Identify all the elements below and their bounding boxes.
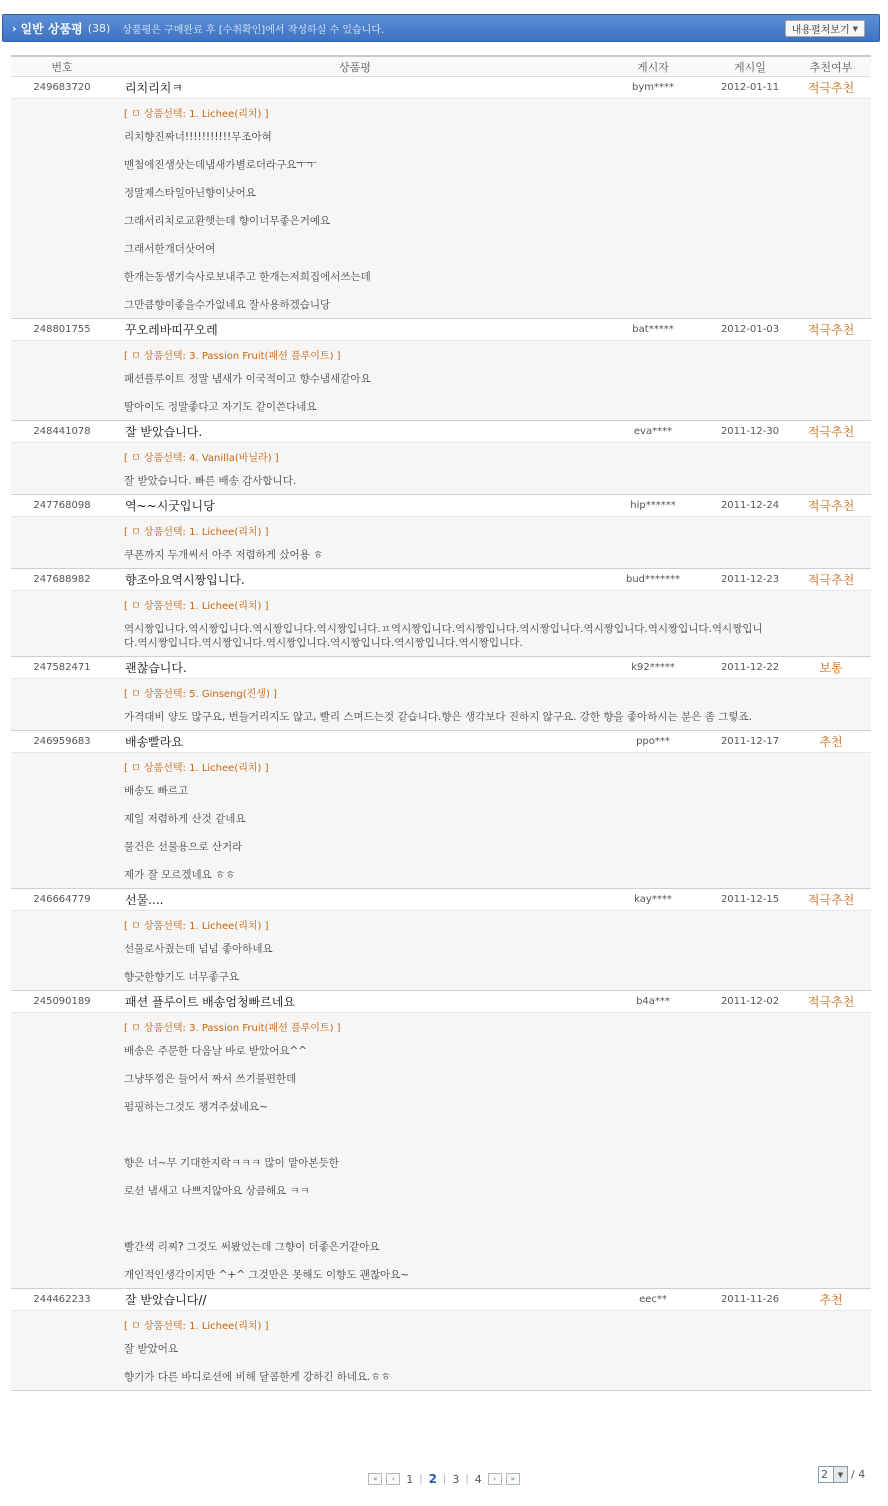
review-entry [11,495,871,569]
review-section-title: 일반 상품평 [20,21,83,36]
product-option-label: [ ㅁ 상품선택: 4. Vanilla(바닐라) ] [124,453,279,464]
review-body [124,1342,871,1384]
page-link-1[interactable]: 1 [406,1472,414,1486]
table-row[interactable] [11,731,871,753]
review-body [124,784,871,882]
expand-content-button[interactable] [785,20,865,37]
page-separator: | [442,1473,447,1485]
review-date: 2012-01-03 [720,324,780,335]
table-row[interactable] [11,77,871,99]
column-header-recommend: 추천여부 [809,60,853,74]
dropdown-arrow-icon[interactable]: ▼ [833,1467,847,1482]
review-writer: hip****** [630,500,676,511]
review-recommendation: 보통 [819,661,843,675]
review-detail [11,911,871,990]
review-writer: ppo*** [636,736,670,747]
table-row[interactable] [11,657,871,679]
review-date: 2011-12-15 [720,894,780,905]
review-entry [11,889,871,991]
review-body-line: 선물로사줬는데 넘넘 좋아하네요 [124,943,273,955]
review-number: 246664779 [33,894,91,905]
review-title[interactable]: 향조아요역시짱입니다. [125,573,245,587]
page-link-2-current[interactable]: 2 [428,1472,437,1486]
product-option-label: [ ㅁ 상품선택: 3. Passion Fruit(패션 플루이트) ] [124,1023,341,1034]
product-option-label: [ ㅁ 상품선택: 3. Passion Fruit(패션 플루이트) ] [124,351,341,362]
review-body-line: 배송은 주문한 다음날 바로 받았어요^^ [124,1045,308,1057]
review-detail [11,1311,871,1390]
review-title[interactable]: 선물.... [125,893,164,907]
column-header-num: 번호 [51,60,73,74]
table-row[interactable] [11,991,871,1013]
review-title[interactable]: 역~~시굿입니당 [125,499,215,513]
pagination [0,1471,888,1487]
page-link-3[interactable]: 3 [452,1472,460,1486]
review-entry [11,731,871,889]
review-date: 2011-12-22 [720,662,780,673]
review-title[interactable]: 패션 플루이트 배송엄청빠르네요 [125,995,295,1009]
review-title[interactable]: 꾸오레바띠꾸오레 [125,323,218,337]
review-date: 2012-01-11 [720,82,780,93]
review-recommendation: 적극추천 [807,425,855,439]
review-recommendation: 적극추천 [807,323,855,337]
review-number: 247688982 [33,574,91,585]
review-count: (38) [87,21,111,35]
product-option-label: [ ㅁ 상품선택: 1. Lichee(리치) ] [124,921,269,932]
review-title[interactable]: 잘 받았습니다// [125,1293,207,1307]
review-body-line: 잘 받았어요 [124,1343,179,1355]
review-recommendation: 추천 [819,735,843,749]
review-writer: bat***** [632,324,674,335]
review-body-line: 물건은 선물용으로 산거라 [124,841,243,853]
review-number: 247582471 [33,662,91,673]
review-body-line: 그래서한개더삿어여 [124,243,216,255]
product-option-label: [ ㅁ 상품선택: 1. Lichee(리치) ] [124,109,269,120]
review-body-line: 빨간색 리찌? 그것도 써봤었는데 그향이 더좋은거같아요 [124,1241,380,1253]
review-entry [11,569,871,657]
review-entry [11,991,871,1289]
chevron-down-icon: ▼ [852,24,858,33]
review-body-line: 제일 저렴하게 산것 같네요 [124,813,246,825]
review-detail [11,517,871,568]
review-detail [11,591,871,656]
review-recommendation: 추천 [819,1293,843,1307]
review-body-line: 맨첨에진생삿는데냄새가별로더라구요ㅜㅜ [124,159,317,171]
review-body-line: 로션 냄새고 나쁘지않아요 상큼해요 ㅋㅋ [124,1185,310,1197]
review-body-line: 딸아이도 정말좋다고 자기도 같이쓴다네요 [124,401,317,413]
review-detail [11,99,871,318]
review-number: 244462233 [33,1294,91,1305]
page-select-group [818,1466,865,1483]
review-detail [11,443,871,494]
review-recommendation: 적극추천 [807,893,855,907]
review-body-line: 역시짱입니다.역시짱입니다.역시짱입니다.역시짱입니다.ㅍ역시짱입니다.역시짱입니다.역시짱입니다.역시짱입니다.역시짱입니다.역시짱입니 [124,623,763,635]
review-writer: eva**** [633,426,673,437]
review-body-line: 개인적인생각이지만 ^+^ 그것만은 못해도 이향도 괜찮아요~ [124,1269,410,1281]
page-select-value: 2 [821,1468,828,1481]
review-entry [11,657,871,731]
page-separator: | [465,1473,469,1485]
product-option-label: [ ㅁ 상품선택: 1. Lichee(리치) ] [124,763,269,774]
table-row[interactable] [11,569,871,591]
product-option-label: [ ㅁ 상품선택: 5. Ginseng(진생) ] [124,689,277,700]
review-detail [11,341,871,420]
review-notice: 상품평은 구매완료 후 [수취확인]에서 작성하실 수 있습니다. [122,24,385,36]
first-page-button[interactable]: « [368,1473,382,1485]
review-number: 248441078 [33,426,91,437]
page-separator: | [419,1473,423,1485]
table-row[interactable] [11,889,871,911]
review-number: 249683720 [33,82,91,93]
review-body-line: 다.역시짱입니다.역시짱입니다.역시짱입니다.역시짱입니다.역시짱입니다.역시짱입니다. [124,637,523,649]
review-writer: b4a*** [636,996,670,1007]
review-body-line: 정말제스타일아닌향이낫어요 [124,187,256,199]
header-arrow-icon: › [12,21,17,35]
page-select[interactable] [818,1466,848,1483]
review-recommendation: 적극추천 [807,81,855,95]
review-date: 2011-11-26 [720,1294,780,1305]
table-header [11,55,871,77]
review-body-line: 리치향진짜너!!!!!!!!!!!무조아혀 [124,131,272,143]
column-header-title: 상품평 [339,60,371,74]
review-body-line: 한개는동생기숙사로보내주고 한개는저희집에서쓰는데 [124,271,371,283]
review-date: 2011-12-02 [720,996,780,1007]
review-writer: eec** [639,1294,667,1305]
product-option-label: [ ㅁ 상품선택: 1. Lichee(리치) ] [124,601,269,612]
prev-page-button[interactable]: ‹ [386,1473,400,1485]
review-body-line: 향긋한향기도 너무좋구요 [124,971,239,983]
review-date: 2011-12-23 [720,574,780,585]
expand-content-label: 내용펼쳐보기 [791,25,850,36]
review-body-line: 향기가 다른 바디로션에 비해 달콤한게 강하긴 하네요.ㅎㅎ [124,1371,391,1383]
table-row[interactable] [11,495,871,517]
review-body-line: 쿠폰까지 두개써서 아주 저렴하게 샀어용 ㅎ [124,549,324,561]
review-detail [11,753,871,888]
review-writer: k92***** [631,662,675,673]
review-entry [11,1289,871,1391]
review-body [124,474,871,488]
review-title[interactable]: 잘 받았습니다. [125,425,203,439]
review-recommendation: 적극추천 [807,499,855,513]
review-body-line: 가격대비 양도 많구요, 번들거리지도 않고, 빨리 스며드는것 같습니다.향은 생각보다 진하지 않구요. 강한 향을 좋아하시는 분은 좀 그렇죠. [124,711,752,723]
review-number: 246959683 [33,736,91,747]
review-body-line: 그만큼향이좋을수가없네요 잘사용하겠습니당 [124,299,331,311]
review-number: 247768098 [33,500,91,511]
review-date: 2011-12-17 [720,736,780,747]
table-row[interactable] [11,421,871,443]
column-header-writer: 게시자 [637,60,669,74]
review-recommendation: 적극추천 [807,995,855,1009]
review-writer: kay**** [634,894,672,905]
review-body-line: 향은 너~무 기대한지락ㅋㅋㅋ 많이 맡아본듯한 [124,1157,339,1169]
review-body [124,130,871,312]
review-list [11,77,871,1391]
review-body-line: 그냥뚜껑은 들어서 짜서 쓰기불편한데 [124,1073,297,1085]
next-page-button[interactable]: › [488,1473,502,1485]
review-body [124,710,871,724]
review-entry [11,77,871,319]
table-row[interactable] [11,1289,871,1311]
review-body [124,622,871,650]
product-option-label: [ ㅁ 상품선택: 1. Lichee(리치) ] [124,527,269,538]
review-entry [11,421,871,495]
review-body [124,548,871,562]
review-table [11,55,871,1391]
review-title[interactable]: 리치리치ㅋ [125,81,183,95]
table-row[interactable] [11,319,871,341]
review-entry [11,319,871,421]
total-pages-label: / 4 [851,1468,866,1481]
review-number: 245090189 [33,996,91,1007]
review-date: 2011-12-24 [720,500,780,511]
last-page-button[interactable]: » [506,1473,520,1485]
review-body-line: 펌핑하는그것도 챙겨주셨네요~ [124,1101,268,1113]
review-title[interactable]: 괜찮습니다. [125,661,187,675]
column-header-date: 게시일 [734,60,766,74]
review-body [124,942,871,984]
review-body-line: 잘 받았습니다. 빠른 배송 감사합니다. [124,475,297,487]
review-body [124,372,871,414]
review-title[interactable]: 배송빨라요 [125,735,183,749]
review-date: 2011-12-30 [720,426,780,437]
product-option-label: [ ㅁ 상품선택: 1. Lichee(리치) ] [124,1321,269,1332]
review-body-line: 제가 잘 모르겠네요 ㅎㅎ [124,869,236,881]
review-number: 248801755 [33,324,91,335]
review-body-line: 패션플루이트 정말 냄새가 이국적이고 향수냄새같아요 [124,373,371,385]
review-detail [11,1013,871,1288]
review-body-line: 배송도 빠르고 [124,785,189,797]
review-body [124,1044,871,1282]
review-writer: bud******* [625,574,681,585]
review-body-line: 그래서리치로교환햇는데 향이너무좋은거예요 [124,215,331,227]
review-recommendation: 적극추천 [807,573,855,587]
review-detail [11,679,871,730]
page-link-4[interactable]: 4 [474,1472,482,1486]
review-writer: bym**** [631,82,674,93]
review-header-bar [2,14,880,42]
